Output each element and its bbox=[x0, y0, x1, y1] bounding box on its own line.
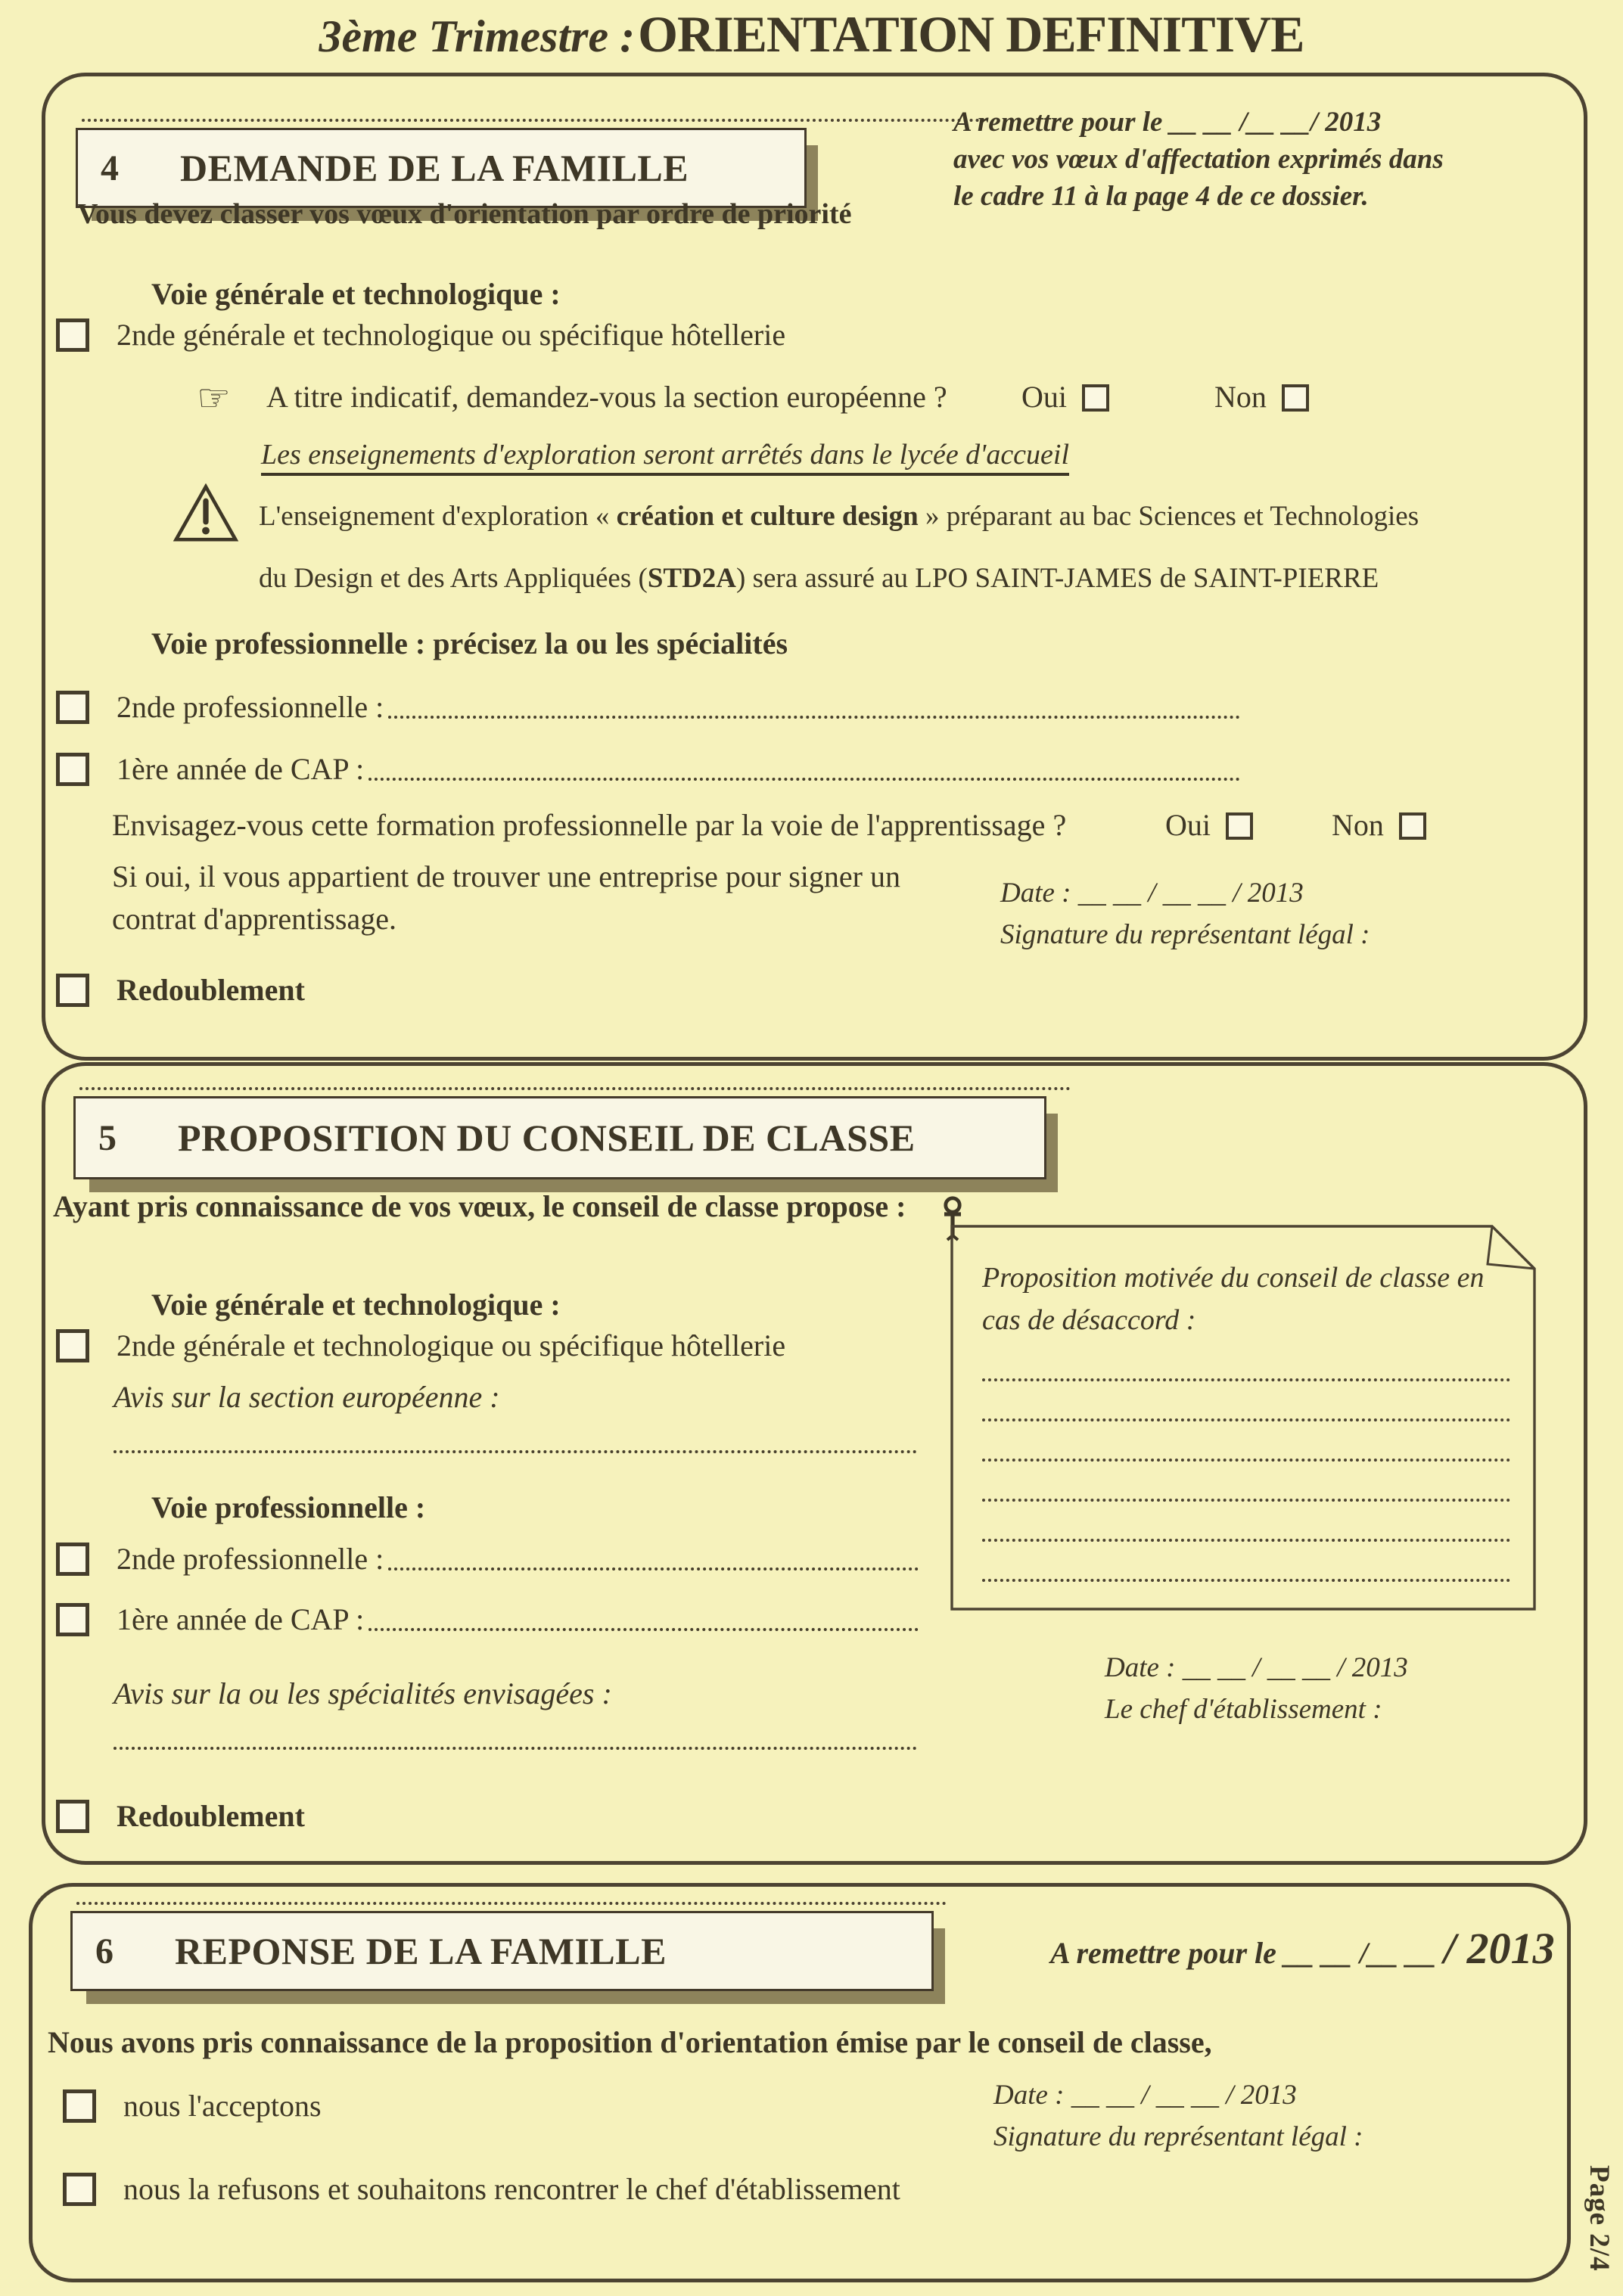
option-accept: nous l'acceptons bbox=[63, 2088, 744, 2124]
note-fill-line[interactable] bbox=[982, 1539, 1510, 1542]
euro-question: A titre indicatif, demandez-vous la section européenne ? bbox=[266, 380, 947, 414]
note-fill-line[interactable] bbox=[982, 1418, 1510, 1421]
fill-in-line-2nde-pro[interactable] bbox=[388, 716, 1240, 719]
page-title-orientation: ORIENTATION DEFINITIVE bbox=[638, 5, 1304, 63]
fill-in-line-cap[interactable] bbox=[368, 1628, 919, 1631]
heading-voie-generale: Voie générale et technologique : bbox=[151, 1288, 561, 1322]
section-4-header bbox=[76, 128, 807, 208]
checkbox-oui-euro[interactable] bbox=[1082, 384, 1109, 412]
section-5-header bbox=[73, 1096, 1046, 1179]
option-2nde-professionnelle: 2nde professionnelle : bbox=[56, 1541, 919, 1577]
date-label: Date : bbox=[1000, 878, 1071, 909]
checkbox-accept[interactable] bbox=[63, 2089, 96, 2123]
date-label: Date : bbox=[1105, 1652, 1176, 1683]
council-note-box bbox=[950, 1225, 1536, 1611]
checkbox-2nde-generale[interactable] bbox=[56, 318, 89, 352]
non-label: Non bbox=[1214, 380, 1267, 414]
section-number: 4 bbox=[101, 148, 119, 188]
section-title: DEMANDE DE LA FAMILLE bbox=[180, 147, 689, 189]
badge-dotted-line bbox=[79, 1087, 1071, 1090]
date-blank: __ __ / __ __ / 2013 bbox=[1182, 1652, 1408, 1683]
note-fill-line[interactable] bbox=[982, 1579, 1510, 1582]
heading-voie-professionnelle: Voie professionnelle : bbox=[151, 1490, 426, 1524]
section-5-proposition-conseil bbox=[42, 1062, 1587, 1865]
section-6-reponse-famille bbox=[29, 1883, 1571, 2282]
date-blank: __ __ / __ __ / 2013 bbox=[1077, 878, 1304, 909]
option-redoublement: Redoublement bbox=[56, 1798, 661, 1834]
option-refuse: nous la refusons et souhaitons rencontrer le chef d'établissement bbox=[63, 2171, 1122, 2207]
deadline-year: / 2013 bbox=[1444, 1924, 1555, 1973]
checkbox-2nde-professionnelle[interactable] bbox=[56, 691, 89, 724]
exploration-note: Les enseignements d'exploration seront arrêtés dans le lycée d'accueil bbox=[261, 439, 1069, 476]
euro-avis-label: Avis sur la section européenne : bbox=[113, 1380, 500, 1414]
section-5-instruction: Ayant pris connaissance de vos vœux, le conseil de classe propose : bbox=[53, 1189, 906, 1223]
return-deadline-note: A remettre pour le __ __ /__ __ / 2013 bbox=[1050, 1924, 1555, 1973]
date-label: Date : bbox=[993, 2080, 1065, 2111]
option-cap: 1ère année de CAP : bbox=[56, 751, 1240, 787]
option-cap: 1ère année de CAP : bbox=[56, 1602, 919, 1637]
section-number: 6 bbox=[95, 1931, 113, 1971]
option-2nde-professionnelle: 2nde professionnelle : bbox=[56, 689, 1240, 725]
checkbox-non-apprentissage[interactable] bbox=[1399, 812, 1426, 840]
checkbox-redoublement[interactable] bbox=[56, 974, 89, 1007]
note-fill-line[interactable] bbox=[982, 1378, 1510, 1381]
option-2nde-generale: 2nde générale et technologique ou spécifique hôtellerie bbox=[56, 1328, 919, 1363]
checkbox-oui-apprentissage[interactable] bbox=[1226, 812, 1253, 840]
date-blank: __ __ /__ __ bbox=[1283, 1936, 1437, 1970]
return-deadline-note: A remettre pour le __ __ /__ __/ 2013 avec vos vœux d'affectation exprimés dans le cadre 11 à la page 4 de ce dossier. bbox=[953, 107, 1444, 212]
checkbox-cap[interactable] bbox=[56, 753, 89, 786]
fill-in-line-euro-avis[interactable] bbox=[113, 1450, 917, 1453]
option-2nde-generale: 2nde générale et technologique ou spécifique hôtellerie bbox=[56, 317, 1115, 353]
section-6-instruction: Nous avons pris connaissance de la proposition d'orientation émise par le conseil de classe, bbox=[48, 2025, 1212, 2059]
section-4-instruction: Vous devez classer vos vœux d'orientation par ordre de priorité bbox=[77, 198, 852, 230]
fill-in-line-cap[interactable] bbox=[368, 778, 1240, 781]
date-blank: __ __ /__ __/ 2013 bbox=[1169, 107, 1382, 138]
checkbox-2nde-generale[interactable] bbox=[56, 1329, 89, 1362]
note-fill-line[interactable] bbox=[982, 1499, 1510, 1502]
checkbox-redoublement[interactable] bbox=[56, 1800, 89, 1833]
page-title-trimestre: 3ème Trimestre : bbox=[319, 11, 636, 61]
section-number: 5 bbox=[98, 1117, 117, 1158]
avis-specialites-label: Avis sur la ou les spécialités envisagées : bbox=[113, 1676, 612, 1710]
badge-dotted-line bbox=[76, 1902, 947, 1905]
pointing-hand-icon: ☞ bbox=[197, 376, 231, 420]
date-blank: __ __ / __ __ / 2013 bbox=[1071, 2080, 1297, 2111]
oui-label: Oui bbox=[1021, 380, 1067, 414]
option-redoublement: Redoublement bbox=[56, 972, 661, 1008]
warning-text-line2: du Design et des Arts Appliquées (STD2A) sera assuré au LPO SAINT-JAMES de SAINT-PIERRE bbox=[259, 563, 1379, 594]
section-title: REPONSE DE LA FAMILLE bbox=[175, 1930, 667, 1972]
heading-voie-generale: Voie générale et technologique : bbox=[151, 277, 561, 311]
note-fill-line[interactable] bbox=[982, 1459, 1510, 1462]
date-signature-block bbox=[1000, 872, 1370, 955]
chef-label: Le chef d'établissement : bbox=[1105, 1694, 1382, 1725]
checkbox-2nde-professionnelle[interactable] bbox=[56, 1543, 89, 1576]
section-6-header bbox=[70, 1911, 934, 1991]
warning-text-line1: L'enseignement d'exploration « création et culture design » préparant au bac Sciences et Technologies bbox=[259, 501, 1419, 532]
checkbox-refuse[interactable] bbox=[63, 2173, 96, 2206]
badge-dotted-line bbox=[82, 119, 986, 122]
signature-label: Signature du représentant légal : bbox=[1000, 919, 1370, 950]
apprenticeship-question: Envisagez-vous cette formation professionnelle par la voie de l'apprentissage ? bbox=[112, 808, 1067, 842]
page-title bbox=[0, 5, 1623, 64]
warning-icon bbox=[173, 483, 239, 548]
heading-voie-professionnelle: Voie professionnelle : précisez la ou les spécialités bbox=[151, 626, 788, 660]
section-title: PROPOSITION DU CONSEIL DE CLASSE bbox=[178, 1117, 916, 1159]
signature-label: Signature du représentant légal : bbox=[993, 2121, 1363, 2152]
page-number: Page 2/4 bbox=[1584, 2165, 1615, 2272]
apprenticeship-note: Si oui, il vous appartient de trouver une entreprise pour signer un contrat d'apprentissage. bbox=[112, 859, 900, 936]
note-heading: Proposition motivée du conseil de classe en cas de désaccord : bbox=[982, 1262, 1485, 1336]
checkbox-cap[interactable] bbox=[56, 1603, 89, 1636]
date-chef-block bbox=[1105, 1647, 1408, 1730]
fill-in-line-avis-specialites[interactable] bbox=[113, 1747, 917, 1750]
date-signature-block bbox=[993, 2074, 1363, 2158]
section-4-demande-famille: 4 DEMANDE DE LA FAMILLE A remettre pour le __ __ /__ __/ 2013 avec vos vœux d'affectation exprimés dans le cadre 11 à la page 4 de ce dossier. Vous devez classer vos vœux d'orientation par ordre de priorité Voie générale et technologique : 2nde générale et technologique ou spécifique hôtellerie ☞ A titre indicatif, demandez-vous la section européenne ? Oui Non Les enseignements d'exploration seront arrêtés dans le lycée d'accueil L'enseignement d'exploration « création et culture design » préparant au bac Sciences et Technologies du Design et des Arts Appliquées (STD2A) sera assuré au LPO SAINT-JAMES de SAINT-PIERRE Voie professionnelle : précisez la ou les spécialités 2nde professionnelle : 1ère année de CAP : Envisagez-vous cette formation professionnelle par la voie de l'apprentissage ? Oui Non Si oui, il vous appartient de trouver une entreprise pour signer un contrat d'apprentissage. Date : __ __ / __ __ / 2013 Signature du représentant légal : Redoublement bbox=[42, 73, 1587, 1061]
checkbox-non-euro[interactable] bbox=[1282, 384, 1309, 412]
fill-in-line-2nde-pro[interactable] bbox=[388, 1567, 919, 1571]
